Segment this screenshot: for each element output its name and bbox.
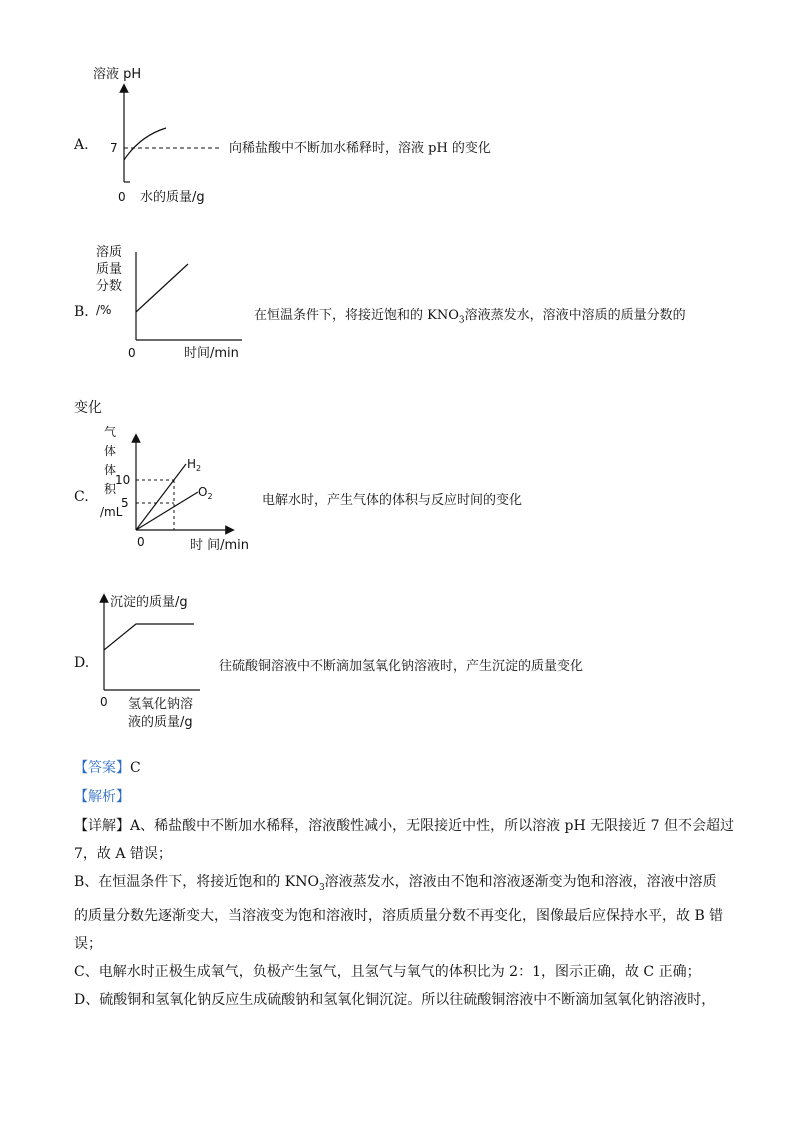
option-d-xlabel-2: 液的质量/g <box>128 715 193 730</box>
option-c-ylabel-5: /mL <box>100 505 123 519</box>
option-c-line-h2 <box>136 464 186 530</box>
option-d-description: 往硫酸铜溶液中不断滴加氢氧化钠溶液时，产生沉淀的质量变化 <box>219 659 584 674</box>
option-b-ylabel-1: 溶质 <box>96 245 123 260</box>
option-c-description: 电解水时，产生气体的体积与反应时间的变化 <box>262 493 523 508</box>
detail-tag: 【详解】 <box>74 818 130 834</box>
detail-a-line1: 【详解】A、稀盐酸中不断加水稀释，溶液酸性减小，无限接近中性，所以溶液 pH 无限接近 7 但不会超过 <box>74 818 734 834</box>
detail-a-line2: 7，故 A 错误； <box>74 846 172 862</box>
answer-row <box>74 757 141 777</box>
option-c-tick-10: 10 <box>115 473 131 487</box>
option-b-ylabel-4: /% <box>96 303 112 317</box>
option-a-origin: 0 <box>118 190 126 204</box>
option-d-ylabel: 沉淀的质量/g <box>110 595 188 610</box>
option-c-ylabel-3: 体 <box>104 463 117 477</box>
option-c-o2-label: $O_2$ <box>198 485 213 501</box>
option-d-line <box>104 624 194 650</box>
detail-b-line1: B、在恒温条件下，将接近饱和的 $KNO_3$溶液蒸发水，溶液由不饱和溶液逐渐变为饱和溶液，溶液中溶质 <box>74 874 717 893</box>
option-a-description: 向稀盐酸中不断加水稀释时，溶液 pH 的变化 <box>229 141 491 156</box>
option-a-tick-7: 7 <box>110 141 118 155</box>
option-b-origin: 0 <box>128 346 136 360</box>
option-c-tick-5: 5 <box>121 496 129 510</box>
detail-c-line: C、电解水时正极生成氧气，负极产生氢气，且氢气与氧气的体积比为 2：1，图示正确，故 C 正确； <box>74 963 701 980</box>
option-a-ylabel: 溶液 pH <box>93 67 142 82</box>
option-c-xlabel: 时 间/min <box>190 538 250 553</box>
option-b-desc-part1: 在恒温条件下，将接近饱和的 KNO <box>254 308 459 323</box>
detail-b-line3: 误； <box>74 935 102 952</box>
option-d-letter: D. <box>74 655 90 671</box>
option-d-origin: 0 <box>100 695 108 709</box>
option-b-line <box>136 264 188 312</box>
option-b-letter: B. <box>74 304 89 320</box>
analysis-tag: 【解析】 <box>74 789 130 805</box>
option-c-h2-label: $H_2$ <box>187 457 202 473</box>
option-c-letter: C. <box>74 489 89 505</box>
option-a-xlabel: 水的质量/g <box>140 190 205 205</box>
option-b-desc-continued: 变化 <box>74 400 102 416</box>
option-b-description <box>254 304 686 326</box>
answer-tag: 【答案】 <box>74 760 130 776</box>
option-b-ylabel-2: 质量 <box>96 262 123 277</box>
option-b-desc-part2: 溶液蒸发水，溶液中溶质的质量分数的 <box>464 308 686 323</box>
option-b-desc-sub: 3 <box>458 315 465 326</box>
option-d-xlabel-1: 氢氧化钠溶 <box>128 697 194 712</box>
option-a-curve <box>124 128 166 160</box>
answer-value: C <box>130 760 141 776</box>
option-c-ylabel-4: 积 <box>104 482 117 496</box>
detail-d-line: D、硫酸铜和氢氧化钠反应生成硫酸钠和氢氧化铜沉淀。所以往硫酸铜溶液中不断滴加氢氧化钠溶液时， <box>74 991 716 1008</box>
option-c-line-o2 <box>136 492 198 530</box>
option-a-letter: A. <box>74 137 89 153</box>
option-b-xlabel: 时间/min <box>184 346 239 361</box>
detail-section <box>74 812 734 1014</box>
option-c-origin: 0 <box>137 535 145 549</box>
option-c-ylabel-2: 体 <box>104 444 117 458</box>
option-b-ylabel-3: 分数 <box>96 279 123 294</box>
option-b-graph <box>94 240 254 365</box>
option-d-graph <box>94 588 224 736</box>
option-c-ylabel-1: 气 <box>104 425 117 439</box>
option-a-graph <box>88 60 228 210</box>
option-c-graph <box>94 422 254 557</box>
detail-b-line2: 的质量分数先逐渐变大，当溶液变为饱和溶液时，溶质质量分数不再变化，图像最后应保持水平，故 B 错 <box>74 907 724 924</box>
